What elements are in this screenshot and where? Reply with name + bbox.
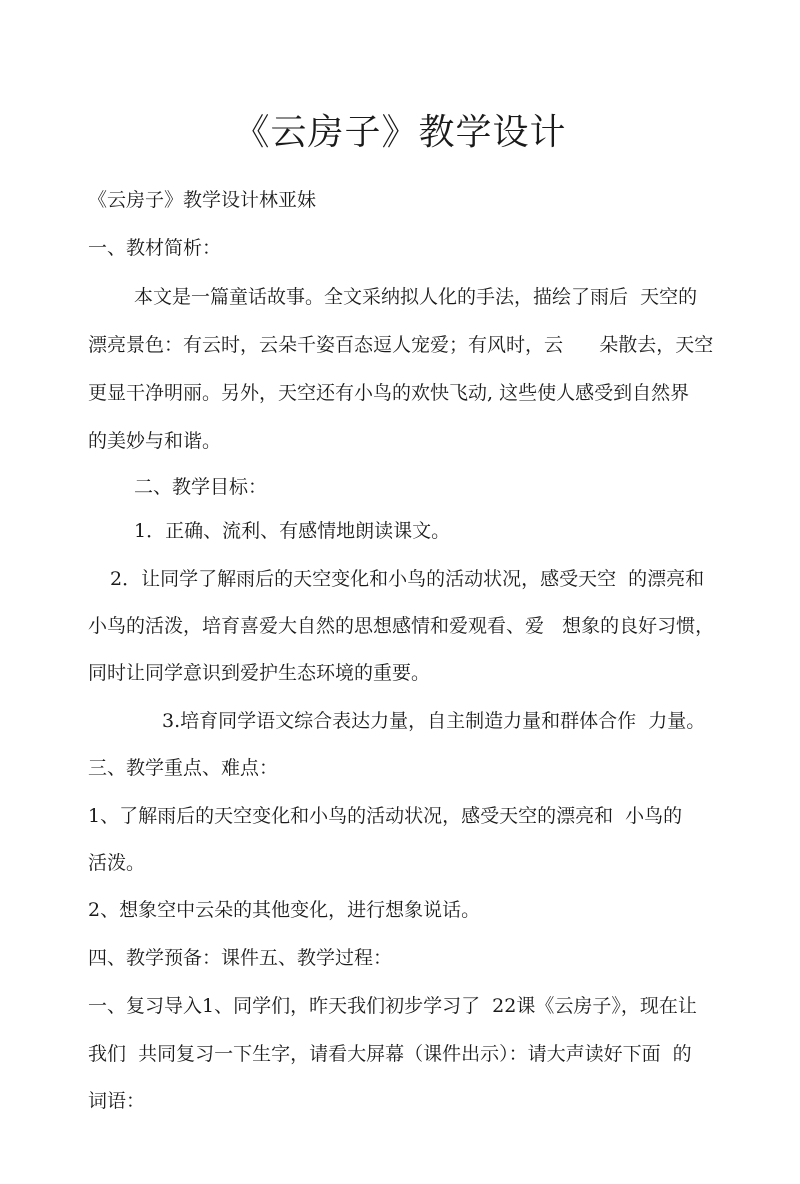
goal-item-2: 2．让同学了解雨后的天空变化和小鸟的活动状况，感受天空 的漂亮和 xyxy=(110,568,705,590)
goal-item-3: 3.培育同学语文综合表达力量，自主制造力量和群体合作 力量。 xyxy=(162,710,706,732)
paragraph-line: 更显干净明丽。另外，天空还有小鸟的欢快飞动, 这些使人感受到自然界 xyxy=(88,382,690,404)
paragraph-line: 本文是一篇童话故事。全文采纳拟人化的手法，描绘了雨后 天空的 xyxy=(134,286,698,308)
document-author-line: 《云房子》教学设计林亚妹 xyxy=(88,189,317,211)
paragraph-line: 我们 共同复习一下生字，请看大屏幕（课件出示）：请大声读好下面 的 xyxy=(88,1043,692,1065)
key-point-1: 1、了解雨后的天空变化和小鸟的活动状况，感受天空的漂亮和 小鸟的 xyxy=(88,805,683,827)
goal-item-1: 1．正确、流利、有感情地朗读课文。 xyxy=(134,520,451,542)
document-title: 《云房子》教学设计 xyxy=(233,112,567,153)
paragraph-line: 词语： xyxy=(88,1090,146,1112)
paragraph-line: 一、复习导入1、同学们，昨天我们初步学习了 22课《云房子》，现在让 xyxy=(88,995,697,1017)
paragraph-line: 的美妙与和谐。 xyxy=(88,430,222,452)
paragraph-line: 活泼。 xyxy=(88,852,146,874)
section-heading-teaching-goals: 二、教学目标： xyxy=(134,476,268,498)
section-heading-textbook-analysis: 一、教材简析： xyxy=(88,237,222,259)
paragraph-line: 同时让同学意识到爱护生态环境的重要。 xyxy=(88,662,431,684)
section-heading-key-points: 三、教学重点、难点： xyxy=(88,757,279,779)
key-point-2: 2、想象空中云朵的其他变化，进行想象说话。 xyxy=(88,899,481,921)
paragraph-line: 漂亮景色：有云时，云朵千姿百态逗人宠爱；有风时，云 朵散去，天空 xyxy=(88,334,714,356)
section-heading-preparation: 四、教学预备：课件五、教学过程： xyxy=(88,947,393,969)
paragraph-line: 小鸟的活泼，培育喜爱大自然的思想感情和爱观看、爱 想象的良好习惯， xyxy=(88,615,715,637)
